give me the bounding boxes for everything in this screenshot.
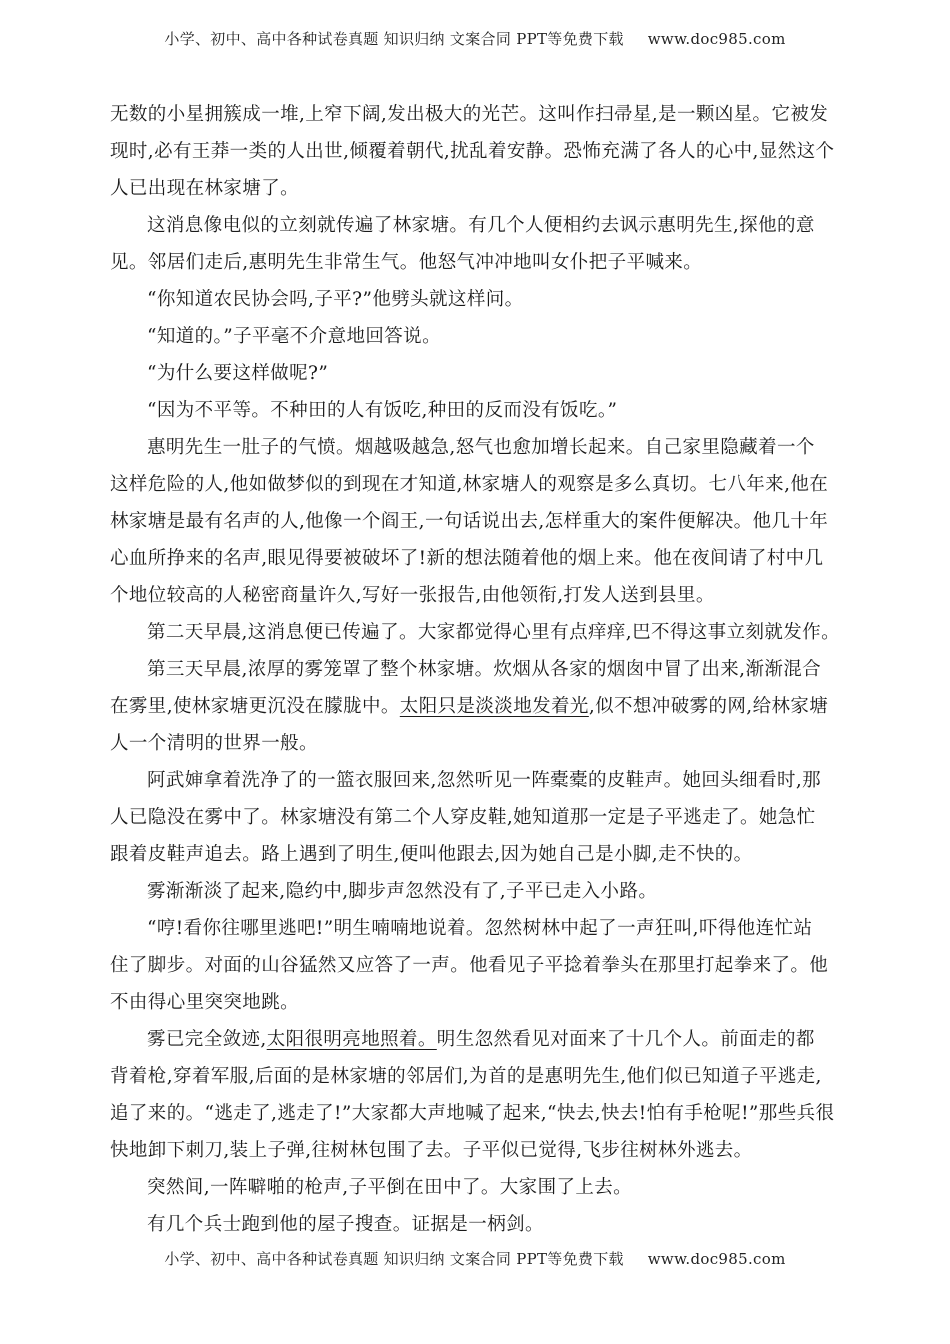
text-line: 人一个清明的世界一般。 bbox=[110, 733, 318, 754]
text-segment: ,似不想冲破雾的网,给林家塘 bbox=[588, 696, 829, 717]
footer-text: 小学、初中、高中各种试卷真题 知识归纳 文案合同 PPT等免费下载 bbox=[164, 1250, 624, 1268]
text-line: 追了来的。“逃走了,逃走了!”大家都大声地喊了起来,“快去,快去!怕有手枪呢!”那些兵很 bbox=[110, 1103, 835, 1124]
text-line bbox=[110, 1021, 842, 1058]
text-line: 跟着皮鞋声追去。路上遇到了明生,便叫他跟去,因为她自己是小脚,走不快的。 bbox=[110, 844, 753, 865]
header-text: 小学、初中、高中各种试卷真题 知识归纳 文案合同 PPT等免费下载 bbox=[164, 30, 624, 48]
text-segment: 在雾里,使林家塘更沉没在朦胧中。 bbox=[110, 696, 400, 717]
text-segment: 明生忽然看见对面来了十几个人。前面走的都 bbox=[436, 1029, 815, 1050]
page-header bbox=[0, 28, 950, 49]
text-line: 个地位较高的人秘密商量许久,写好一张报告,由他领衔,打发人送到县里。 bbox=[110, 585, 715, 606]
text-line: “你知道农民协会吗,子平?”他劈头就这样问。 bbox=[147, 289, 524, 310]
text-line: 快地卸下刺刀,装上子弹,往树林包围了去。子平似已觉得,飞步往树林外逃去。 bbox=[110, 1140, 753, 1161]
underlined-phrase: 太阳很明亮地照着。 bbox=[266, 1029, 437, 1050]
text-line: “哼!看你往哪里逃吧!”明生喃喃地说着。忽然树林中起了一声狂叫,吓得他连忙站 bbox=[147, 918, 813, 939]
text-line: 住了脚步。对面的山谷猛然又应答了一声。他看见子平捻着拳头在那里打起拳来了。他 bbox=[110, 955, 829, 976]
text-line: 人已隐没在雾中了。林家塘没有第二个人穿皮鞋,她知道那一定是子平逃走了。她急忙 bbox=[110, 807, 816, 828]
page-footer bbox=[0, 1248, 950, 1269]
text-line: 背着枪,穿着军服,后面的是林家塘的邻居们,为首的是惠明先生,他们似已知道子平逃走, bbox=[110, 1066, 822, 1087]
text-line: 见。邻居们走后,惠明先生非常生气。他怒气冲冲地叫女仆把子平喊来。 bbox=[110, 252, 703, 273]
header-url[interactable]: www.doc985.com bbox=[647, 30, 786, 48]
text-line: 阿武婶拿着洗净了的一篮衣服回来,忽然听见一阵橐橐的皮鞋声。她回头细看时,那 bbox=[147, 770, 822, 791]
underlined-phrase: 太阳只是淡淡地发着光 bbox=[399, 696, 589, 717]
article-body bbox=[110, 96, 842, 1243]
text-line: 有几个兵士跑到他的屋子搜查。证据是一柄剑。 bbox=[147, 1214, 544, 1235]
footer-url[interactable]: www.doc985.com bbox=[647, 1250, 786, 1268]
text-line: 第三天早晨,浓厚的雾笼罩了整个林家塘。炊烟从各家的烟囱中冒了出来,渐渐混合 bbox=[147, 659, 822, 680]
text-line: 第二天早晨,这消息便已传遍了。大家都觉得心里有点痒痒,巴不得这事立刻就发作。 bbox=[147, 622, 840, 643]
text-line: 人已出现在林家塘了。 bbox=[110, 178, 300, 199]
text-line: 现时,必有王莽一类的人出世,倾覆着朝代,扰乱着安静。恐怖充满了各人的心中,显然这个 bbox=[110, 141, 835, 162]
text-line: “因为不平等。不种田的人有饭吃,种田的反而没有饭吃。” bbox=[147, 400, 618, 421]
text-line: 这样危险的人,他如做梦似的到现在才知道,林家塘人的观察是多么真切。七八年来,他在 bbox=[110, 474, 829, 495]
text-line: 突然间,一阵噼啪的枪声,子平倒在田中了。大家围了上去。 bbox=[147, 1177, 633, 1198]
text-line: 无数的小星拥簇成一堆,上窄下阔,发出极大的光芒。这叫作扫帚星,是一颗凶星。它被发 bbox=[110, 104, 829, 125]
text-line: 雾渐渐淡了起来,隐约中,脚步声忽然没有了,子平已走入小路。 bbox=[147, 881, 658, 902]
text-line: 惠明先生一肚子的气愤。烟越吸越急,怒气也愈加增长起来。自己家里隐藏着一个 bbox=[147, 437, 815, 458]
text-line: 心血所挣来的名声,眼见得要被破坏了!新的想法随着他的烟上来。他在夜间请了村中几 bbox=[110, 548, 824, 569]
text-line: 林家塘是最有名声的人,他像一个阎王,一句话说出去,怎样重大的案件便解决。他几十年 bbox=[110, 511, 829, 532]
text-line: 这消息像电似的立刻就传遍了林家塘。有几个人便相约去讽示惠明先生,探他的意 bbox=[147, 215, 815, 236]
text-line: “知道的。”子平毫不介意地回答说。 bbox=[147, 326, 441, 347]
text-segment: 雾已完全敛迹, bbox=[147, 1029, 267, 1050]
text-line bbox=[110, 688, 842, 725]
text-line: “为什么要这样做呢?” bbox=[147, 363, 329, 384]
text-line: 不由得心里突突地跳。 bbox=[110, 992, 300, 1013]
